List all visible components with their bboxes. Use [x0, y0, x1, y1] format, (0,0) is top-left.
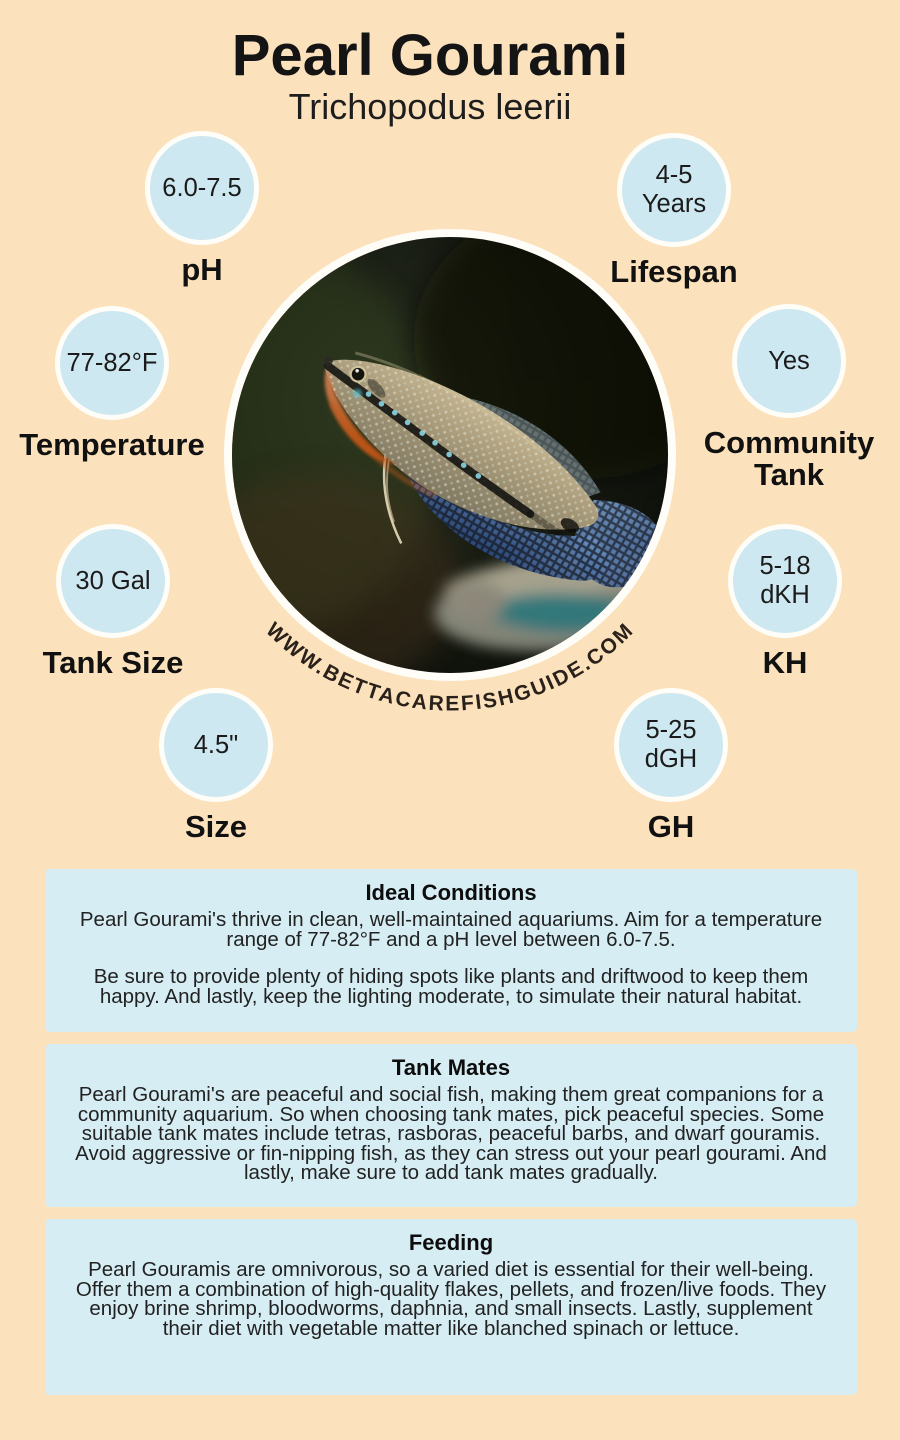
- stat-ph-bubble: [145, 131, 259, 245]
- stat-size-bubble: [159, 688, 273, 802]
- stat-tank-size-label: Tank Size: [42, 645, 184, 680]
- section-tank-mates-heading: Tank Mates: [391, 1055, 511, 1080]
- pearl-gourami-photo: [224, 229, 676, 681]
- stat-tank-size: [0, 524, 228, 679]
- stat-kh-label: KH: [762, 645, 808, 680]
- section-ideal-conditions-paragraph-1: Pearl Gourami's thrive in clean, well-maintained aquariums. Aim for a temperature range of 77-82°F and a pH level between 6.0-7.5.: [79, 908, 823, 951]
- stat-kh-bubble: [728, 524, 842, 638]
- stat-ph-label: pH: [181, 252, 223, 287]
- stat-kh: [670, 524, 900, 679]
- stat-community-tank-bubble: [732, 304, 846, 418]
- section-feeding-heading: Feeding: [408, 1230, 494, 1255]
- stat-kh-value: 5-18 dKH: [759, 552, 811, 609]
- stat-gh-bubble: [614, 688, 728, 802]
- section-ideal-conditions-heading: Ideal Conditions: [365, 880, 537, 905]
- stat-tank-size-bubble: [56, 524, 170, 638]
- stat-gh-value: 5-25 dGH: [644, 716, 698, 773]
- stat-lifespan-label: Lifespan: [610, 254, 738, 289]
- stat-gh: [556, 688, 786, 843]
- species-name: Trichopodus leerii: [288, 86, 572, 127]
- section-tank-mates: [45, 1044, 857, 1207]
- section-feeding-paragraph-1: Pearl Gouramis are omnivorous, so a varied diet is essential for their well-being. Offer them a combination of high-quality flakes, pellets, and frozen/live foods. They enjoy brine shrimp, bloodworms, daphnia, and small insects. Lastly, supplement their diet with vegetable matter like blanched spinach or lettuce.: [75, 1258, 827, 1340]
- fish-photo-frame: [224, 229, 676, 681]
- stat-community-tank-value: Yes: [768, 346, 810, 375]
- stat-size: [101, 688, 331, 843]
- page-title: Pearl Gourami: [231, 23, 629, 88]
- stat-temperature-label: Temperature: [19, 427, 205, 462]
- stat-temperature-value: 77-82°F: [66, 348, 158, 377]
- stat-size-label: Size: [184, 809, 248, 844]
- stat-ph-value: 6.0-7.5: [162, 173, 242, 202]
- watermark-text: WWW.BETTACAREFISHGUIDE.COM: [261, 618, 639, 716]
- stat-size-value: 4.5": [193, 730, 239, 759]
- section-ideal-conditions: [45, 869, 857, 1032]
- stat-community-tank: [674, 304, 900, 490]
- section-tank-mates-paragraph-1: Pearl Gourami's are peaceful and social fish, making them great companions for a community aquarium. So when choosing tank mates, pick peaceful species. Some suitable tank mates include tetras, rasboras, peaceful barbs, and dwarf gouramis. Avoid aggressive or fin-nipping fish, as they can stress out your pearl gourami. And lastly, make sure to add tank mates gradually.: [75, 1083, 827, 1184]
- stat-lifespan-value: 4-5 Years: [641, 161, 707, 218]
- section-feeding: [45, 1219, 857, 1395]
- stat-gh-label: GH: [647, 809, 695, 844]
- stat-temperature-bubble: [55, 306, 169, 420]
- stat-tank-size-value: 30 Gal: [75, 566, 151, 595]
- stat-community-tank-label: Community Tank: [703, 425, 875, 492]
- section-ideal-conditions-paragraph-2: Be sure to provide plenty of hiding spots like plants and driftwood to keep them happy. And lastly, keep the lighting moderate, to simulate their natural habitat.: [93, 965, 809, 1008]
- stat-temperature: [0, 306, 227, 461]
